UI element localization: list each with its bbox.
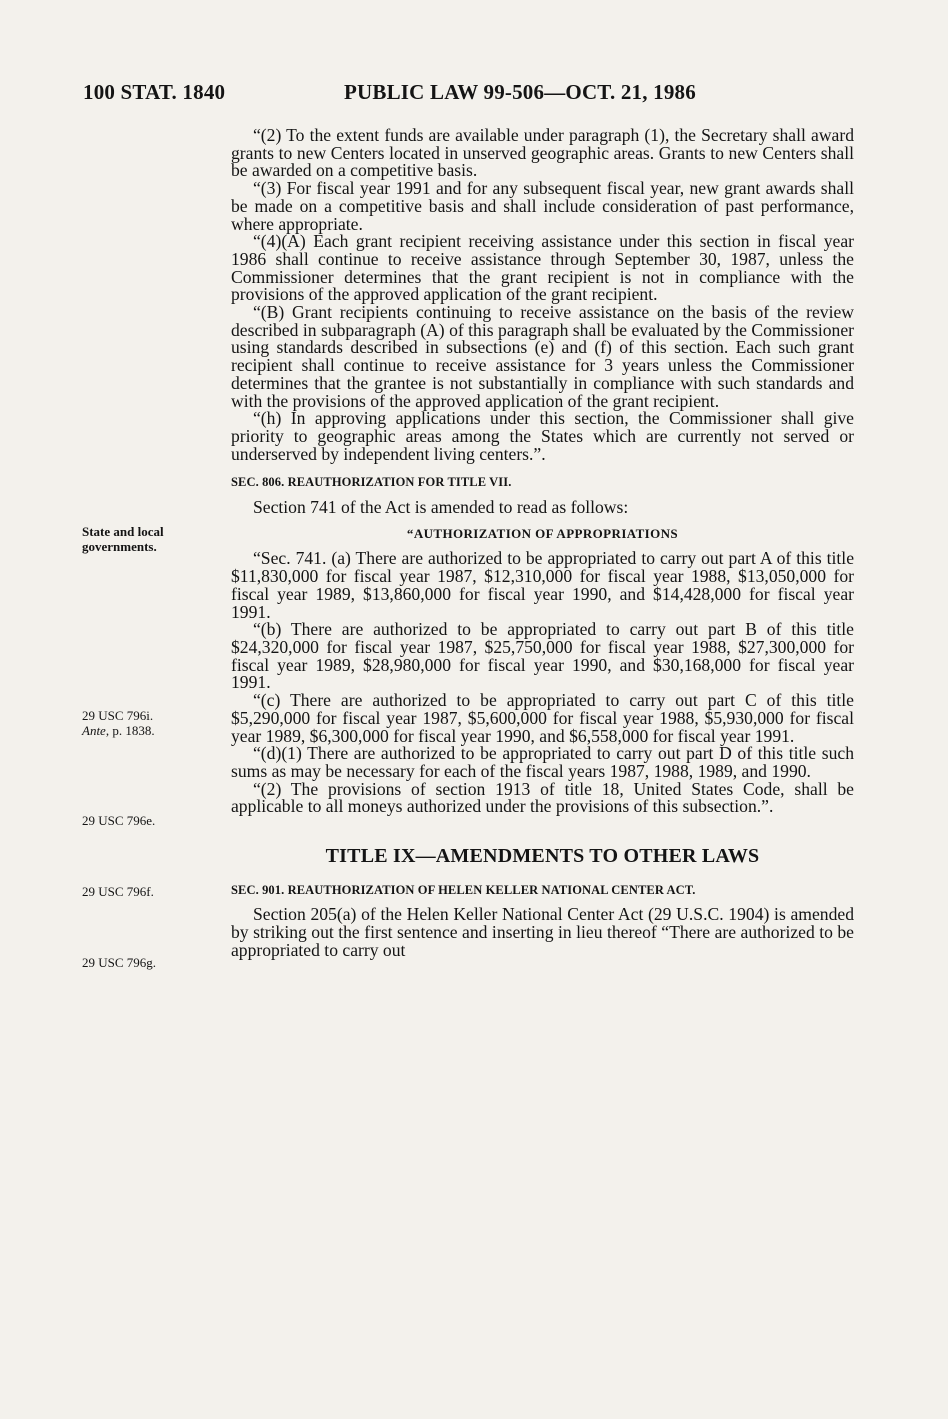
margin-note-line: State and local — [82, 524, 164, 539]
authorization-heading: “AUTHORIZATION OF APPROPRIATIONS — [406, 525, 679, 541]
title-9-heading: TITLE IX—AMENDMENTS TO OTHER LAWS — [325, 845, 760, 868]
margin-note-line: 29 USC 796f. — [82, 884, 154, 899]
margin-note-line: 29 USC 796i. — [82, 708, 154, 723]
section-741-d2: “(2) The provisions of section 1913 of title 18, United States Code, shall be applicable to all moneys authorized under the provisions of this subsection.”. — [231, 778, 854, 817]
section-806-intro: Section 741 of the Act is amended to read as follows: — [253, 497, 629, 518]
margin-note-usc-796g — [82, 955, 222, 970]
margin-note-line: governments. — [82, 539, 157, 554]
section-741-a: “Sec. 741. (a) There are authorized to be appropriated to carry out part A of this title $11,830,000 for fiscal year 1987, $12,310,000 for fiscal year 1988, $13,050,000 for fiscal year 1989, $13,860,000 for fiscal year 1990, and $14,428,000 for fiscal year 1991. — [231, 548, 854, 622]
margin-note-usc-796i — [82, 708, 222, 738]
public-law-citation: PUBLIC LAW 99-506—OCT. 21, 1986 — [344, 80, 696, 104]
section-806-heading: SEC. 806. REAUTHORIZATION FOR TITLE VII. — [231, 475, 512, 490]
section-901-text: Section 205(a) of the Helen Keller National Center Act (29 U.S.C. 1904) is amended by striking out the first sentence and inserting in lieu thereof “There are authorized to be appropriated to carry out — [231, 904, 854, 960]
paragraph-2: “(2) To the extent funds are available under paragraph (1), the Secretary shall award grants to new Centers located in unserved geographic areas. Grants to new Centers shall be awarded on a competitive basis. — [231, 125, 854, 181]
ante-word: Ante — [82, 723, 106, 738]
margin-note-line: 29 USC 796e. — [82, 813, 156, 828]
section-741-d1: “(d)(1) There are authorized to be appropriated to carry out part D of this title such sums as may be necessary for each of the fiscal years 1987, 1988, 1989, and 1990. — [231, 743, 854, 781]
paragraph-4b: “(B) Grant recipients continuing to receive assistance on the basis of the review described in subparagraph (A) of this paragraph shall be evaluated by the Commissioner using standards described in subsections (e) and (f) of this section. Each such grant recipient shall continue to receive assistance for 3 years unless the Commissioner determines that the grantee is not substantially in compliance with such standards and with the provisions of the approved application of the grant recipient. — [231, 302, 854, 411]
paragraph-3: “(3) For fiscal year 1991 and for any subsequent fiscal year, new grant awards shall be made on a competitive basis and shall include consideration of past performance, where appropriate. — [231, 178, 854, 234]
margin-note-usc-796e — [82, 813, 222, 828]
paragraph-h: “(h) In approving applications under this section, the Commissioner shall give priority to geographic areas among the States which are currently not served or underserved by independent living centers.”. — [231, 408, 854, 464]
margin-note-line: 29 USC 796g. — [82, 955, 157, 970]
section-741-c: “(c) There are authorized to be appropriated to carry out part C of this title $5,290,000 for fiscal year 1987, $5,600,000 for fiscal year 1988, $5,930,000 for fiscal year 1989, $6,300,000 for fiscal year 1990, and $6,558,000 for fiscal year 1991. — [231, 690, 854, 746]
section-741-b: “(b) There are authorized to be appropriated to carry out part B of this title $24,320,000 for fiscal year 1987, $25,750,000 for fiscal year 1988, $27,300,000 for fiscal year 1989, $28,980,000 for fiscal year 1990, and $30,168,000 for fiscal year 1991. — [231, 619, 854, 693]
margin-note-usc-796f — [82, 884, 222, 899]
ante-page: , p. 1838. — [105, 723, 155, 738]
margin-note-ante — [82, 723, 222, 738]
margin-note-state-local — [82, 524, 222, 554]
main-text-column — [231, 127, 854, 960]
paragraph-4a: “(4)(A) Each grant recipient receiving assistance under this section in fiscal year 1986 shall continue to receive assistance through September 30, 1987, unless the Commissioner determines that the grant recipient is not in compliance with the provisions of the approved application of the grant recipient. — [231, 231, 854, 305]
statute-page-number: 100 STAT. 1840 — [83, 80, 226, 104]
section-901-heading: SEC. 901. REAUTHORIZATION OF HELEN KELLER NATIONAL CENTER ACT. — [231, 882, 696, 897]
